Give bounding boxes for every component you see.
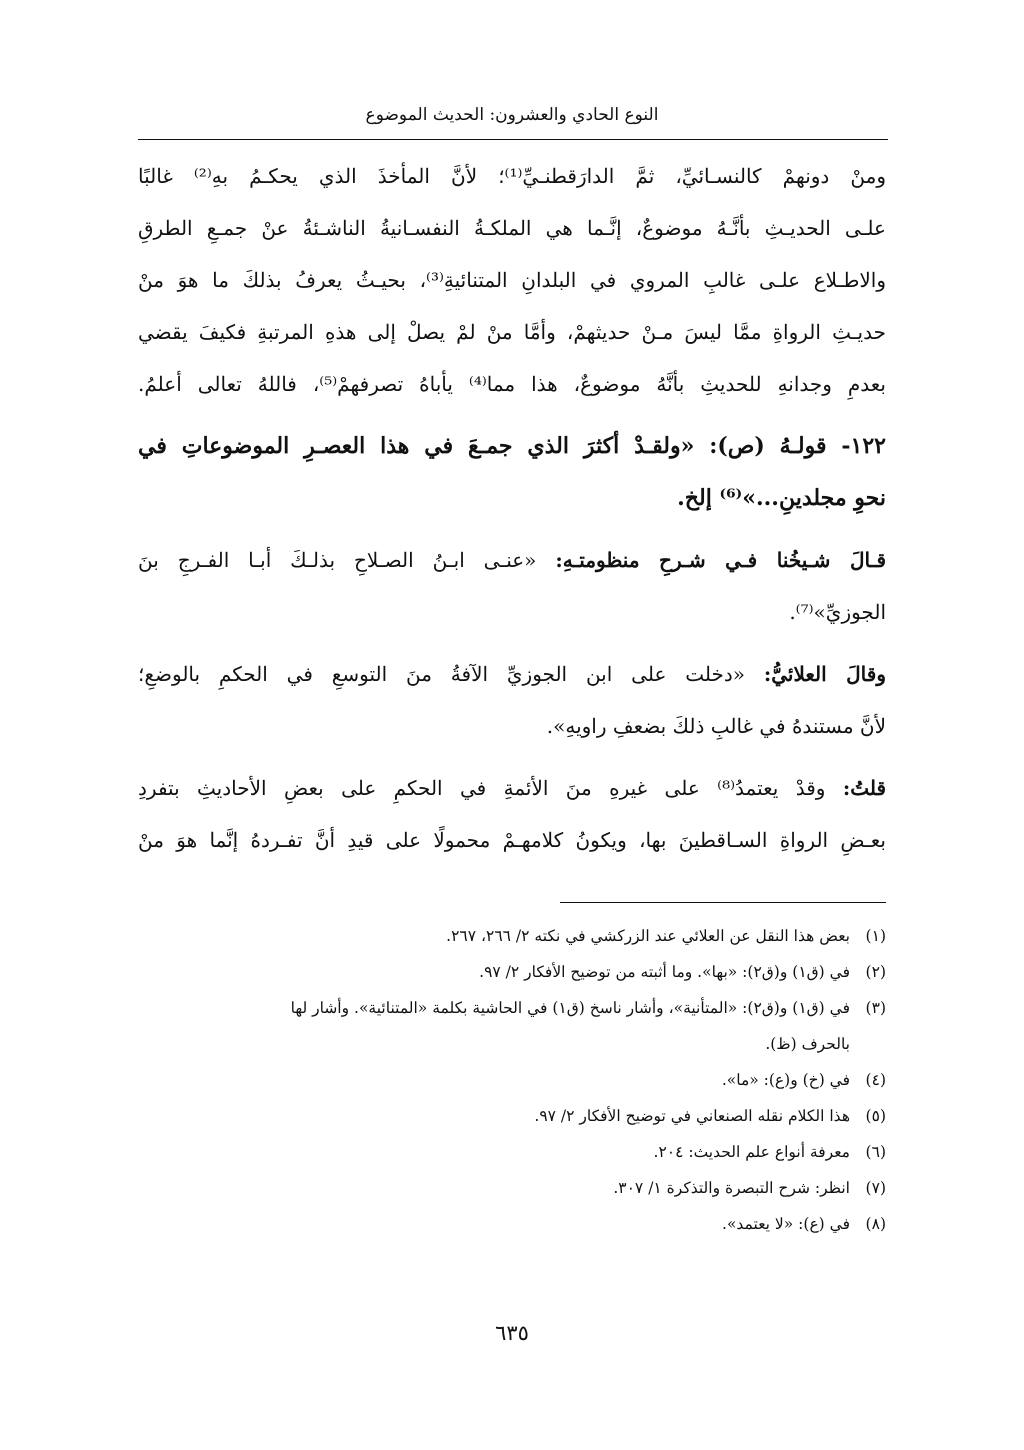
footnote-text: معرفة أنواع علم الحديث: ٢٠٤. [653, 1143, 850, 1161]
text-line: ١٢٢- قولـهُ (ص): «ولقـدْ أكثرَ الذي جمـعَ في هذا العصـرِ الموضوعاتِ في [138, 433, 886, 459]
footnote [115, 990, 886, 1062]
speaker-label: قلتُ: [842, 776, 886, 800]
footnote-text: في (ق١) و(ق٢): «بها». وما أثبته من توضيح الأفكار ٢/ ٩٧. [479, 963, 850, 981]
text-line: بعـضِ الرواةِ السـاقطينَ بها، ويكونُ كلامهـمْ محمولًا على قيدِ أنَّ تفـردهُ إنَّما هوَ منْ [138, 828, 886, 852]
main-text [138, 150, 886, 866]
speaker-label: قـالَ شـيخُنا فـي شـرحِ منظومتـهِ: [555, 548, 886, 572]
text-line: لأنَّ مستندهُ في غالبِ ذلكَ بضعفِ راويهِ». [546, 714, 886, 738]
footnote [115, 1062, 886, 1098]
footnote-text: هذا الكلام نقله الصنعاني في توضيح الأفكار ٢/ ٩٧. [534, 1107, 850, 1125]
footnote-text: في (ع): «لا يعتمد». [722, 1215, 850, 1233]
footnote [115, 1206, 886, 1242]
paragraph-qultu [138, 762, 886, 866]
footnote [115, 1098, 886, 1134]
text-line: قلتُ: وقدْ يعتمدُ⁽⁸⁾ على غيرهِ منَ الأئمةِ في الحكمِ على بعضِ الأحاديثِ بتفردِ [138, 776, 886, 800]
text-line: بعدمِ وجدانهِ للحديثِ بأنَّهُ موضوعٌ، هذا مما⁽⁴⁾ يأباهُ تصرفهمْ⁽⁵⁾، فاللهُ تعالى أعلمُ. [138, 372, 886, 396]
text-line: والاطـلاع علـى غالبِ المروي في البلدانِ المتنائيةِ⁽³⁾، بحيـثُ يعرفُ بذلكَ ما هوَ منْ [138, 268, 886, 292]
text-line: نحوِ مجلدينِ...»⁽⁶⁾ إلخ. [677, 485, 886, 511]
footnote-number: (٣) [865, 999, 886, 1017]
paragraph-shaykhuna [138, 534, 886, 638]
item-122-heading [138, 420, 886, 524]
text-line: الجوزيِّ»⁽⁷⁾. [789, 600, 886, 624]
paragraph-1 [138, 150, 886, 410]
running-header-title: النوع الحادي والعشرون: الحديث الموضوع [365, 105, 659, 125]
footnote-text: في (ق١) و(ق٢): «المتأنية»، وأشار ناسخ (ق١) في الحاشية بكلمة «المتنائية». وأشار لها [290, 999, 850, 1017]
text-line: ومنْ دونهمْ كالنسـائيِّ، ثمَّ الدارَقطنـيِّ⁽¹⁾؛ لأنَّ المأخذَ الذي يحكـمُ بهِ⁽²⁾ غالبًا [138, 164, 886, 188]
paragraph-alalai [138, 648, 886, 752]
text-line: وقالَ العلائيُّ: «دخلت على ابن الجوزيِّ الآفةُ منَ التوسعِ في الحكمِ بالوضعِ؛ [138, 662, 886, 686]
footnote-number: (٢) [865, 963, 886, 981]
footnote-text: بالحرف (ظ). [765, 1035, 850, 1053]
text-line: حديـثِ الرواةِ ممَّا ليسَ مـنْ حديثهمْ، وأمَّا منْ لمْ يصلْ إلى هذهِ المرتبةِ فكيفَ يقضي [138, 320, 886, 344]
footnote-number: (٦) [865, 1143, 886, 1161]
footnote-number: (١) [865, 927, 886, 945]
footnote [115, 1134, 886, 1170]
footnote-text: انظر: شرح التبصرة والتذكرة ١/ ٣٠٧. [613, 1179, 850, 1197]
footnotes [115, 918, 886, 1242]
footnote-number: (٧) [865, 1179, 886, 1197]
header-rule [138, 139, 888, 140]
footnote-separator [560, 902, 886, 903]
text-line: علـى الحديـثِ بأنَّـهُ موضوعٌ، إنَّـما هي الملكـةُ النفسـانيةُ الناشـئةُ عنْ جمـعِ الطرقِ [138, 216, 886, 240]
footnote-number: (٨) [865, 1215, 886, 1233]
footnote [115, 1170, 886, 1206]
page-number: ٦٣٥ [495, 1321, 529, 1345]
footnote-number: (٥) [865, 1107, 886, 1125]
text-line: قـالَ شـيخُنا فـي شـرحِ منظومتـهِ: «عنـى ابـنُ الصـلاحِ بذلـكَ أبـا الفـرجِ بنَ [138, 548, 886, 572]
footnote [115, 918, 886, 954]
speaker-label: وقالَ العلائيُّ: [763, 662, 886, 686]
footnote [115, 954, 886, 990]
footnote-text: في (خ) و(ع): «ما». [721, 1071, 850, 1089]
footnote-number: (٤) [865, 1071, 886, 1089]
footnote-text: بعض هذا النقل عن العلائي عند الزركشي في نكته ٢/ ٢٦٦، ٢٦٧. [446, 927, 850, 945]
